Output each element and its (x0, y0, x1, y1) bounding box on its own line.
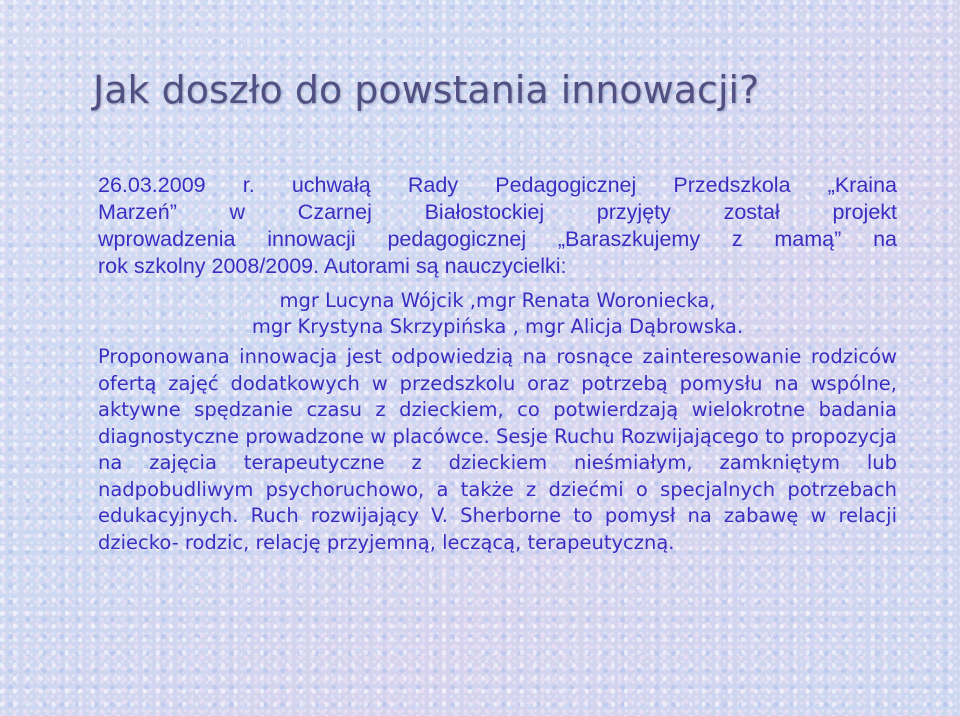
authors-list (98, 288, 897, 340)
intro-line: rok szkolny 2008/2009. Autorami są nauczycielki: (98, 254, 567, 278)
intro-paragraph (98, 172, 897, 280)
slide-title: Jak doszło do powstania innowacji? (93, 68, 760, 112)
body-paragraph: Proponowana innowacja jest odpowiedzią na rosnące zainteresowanie rodziców ofertą zajęć dodatkowych w przedszkolu oraz potrzebą pomysłu na wspólne, aktywne spędzanie czasu z dzieckiem, co potwierdzają wielokrotne badania diagnostyczne prowadzone w placówce. Sesje Ruchu Rozwijającego to propozycja na zajęcia terapeutyczne z dzieckiem nieśmiałym, zamkniętym lub nadpobudliwym psychoruchowo, a także z dziećmi o specjalnych potrzebach edukacyjnych. Ruch rozwijający V. Sherborne to pomysł na zabawę w relacji dziecko- rodzic, relację przyjemną, leczącą, terapeutyczną. (98, 345, 897, 554)
intro-line: wprowadzenia innowacji pedagogicznej „Baraszkujemy z mamą” na (98, 227, 897, 251)
authors-line: mgr Krystyna Skrzypińska , mgr Alicja Dąbrowska. (251, 315, 744, 338)
intro-line: Marzeń” w Czarnej Białostockiej przyjęty został projekt (98, 200, 897, 224)
intro-line: 26.03.2009 r. uchwałą Rady Pedagogicznej Przedszkola „Kraina (98, 173, 897, 197)
authors-line: mgr Lucyna Wójcik ,mgr Renata Woroniecka, (279, 289, 716, 312)
